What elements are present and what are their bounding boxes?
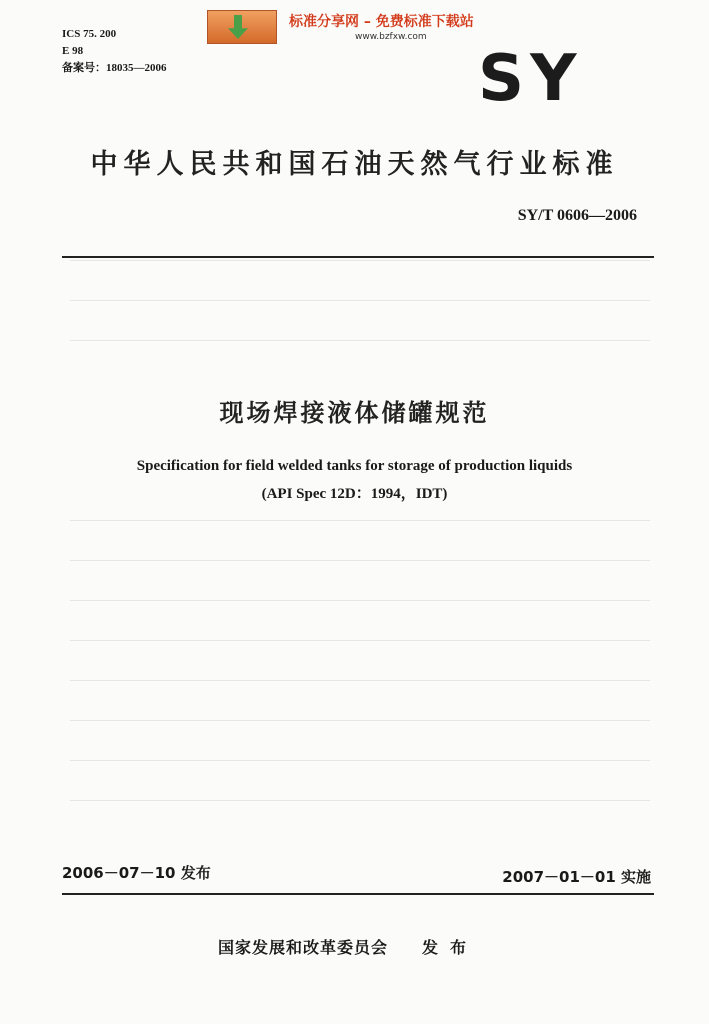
publisher-verb: 发布 xyxy=(422,938,479,957)
bleed-line xyxy=(70,340,650,341)
bleed-line xyxy=(70,800,650,801)
industry-standard-title: 中华人民共和国石油天然气行业标准 xyxy=(90,149,619,180)
ics-code: ICS 75. 200 xyxy=(62,28,117,40)
download-icon xyxy=(207,10,277,44)
bleed-line xyxy=(70,720,650,721)
effective-date: 2007－01－01 实施 xyxy=(502,868,651,886)
adoption-note: (API Spec 12D：1994，IDT) xyxy=(261,486,448,502)
bleed-line xyxy=(70,560,650,561)
issue-date: 2006－07－10 发布 xyxy=(62,864,211,882)
bleed-line xyxy=(70,600,650,601)
download-site-banner[interactable] xyxy=(207,8,507,44)
bleed-line xyxy=(70,260,650,261)
classification-code: E 98 xyxy=(62,45,84,57)
banner-title: 标准分享网 – 免费标准下载站 xyxy=(289,14,474,30)
bleed-line xyxy=(70,760,650,761)
bleed-line xyxy=(70,300,650,301)
bleed-line xyxy=(70,680,650,681)
document-title-en: Specification for field welded tanks for storage of production liquids xyxy=(136,458,573,474)
bleed-line xyxy=(70,640,650,641)
filing-number: 备案号：18035—2006 xyxy=(62,62,167,74)
header-divider xyxy=(62,256,654,258)
publisher-name: 国家发展和改革委员会 xyxy=(218,938,389,957)
footer-divider xyxy=(62,893,654,895)
standard-code: SY/T 0606—2006 xyxy=(517,207,637,224)
banner-url[interactable]: www.bzfxw.com xyxy=(355,32,427,42)
publisher-line xyxy=(218,935,478,958)
document-title-cn: 现场焊接液体储罐规范 xyxy=(219,399,490,427)
bleed-line xyxy=(70,520,650,521)
sy-logo: SY xyxy=(478,42,583,116)
